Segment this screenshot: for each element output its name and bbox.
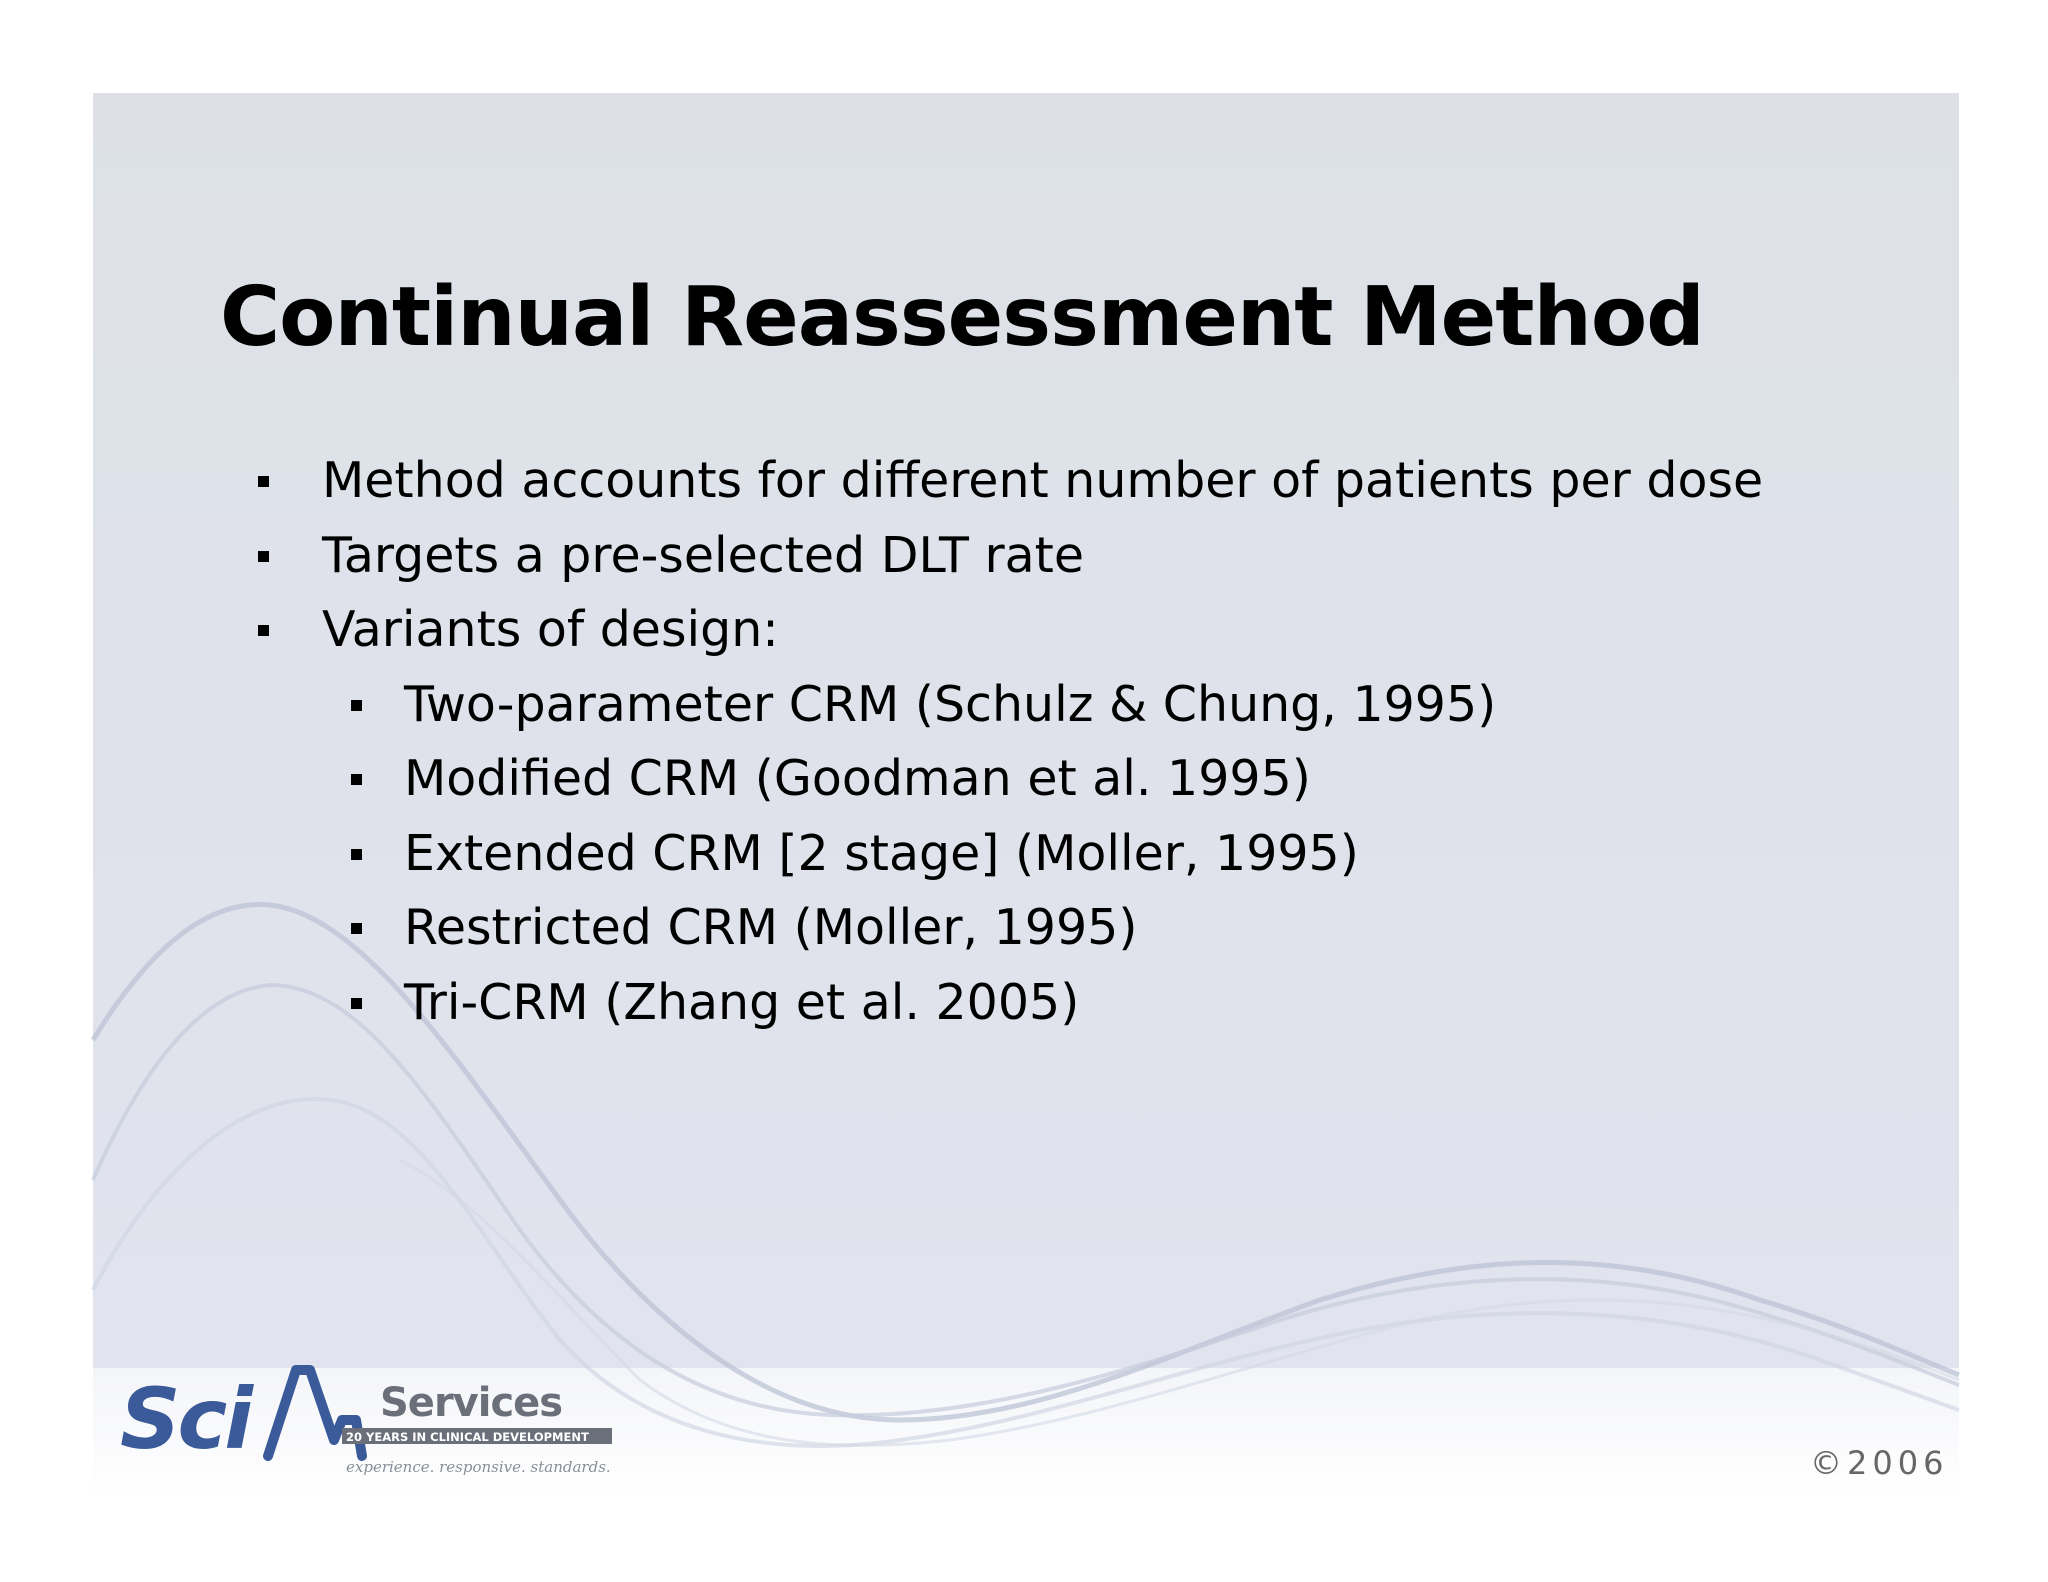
logo-banner-text: 20 YEARS IN CLINICAL DEVELOPMENT (346, 1430, 589, 1444)
square-bullet-icon (351, 774, 362, 785)
logo-sci-text: Sci (120, 1370, 251, 1468)
sub-bullet-text: Modified CRM (Goodman et al. 1995) (404, 750, 1311, 807)
bullet-text: Targets a pre-selected DLT rate (322, 526, 1085, 584)
square-bullet-icon (351, 700, 362, 711)
sub-bullet-text: Tri-CRM (Zhang et al. 2005) (404, 973, 1080, 1031)
sub-bullet-text: Two-parameter CRM (Schulz & Chung, 1995) (404, 675, 1497, 733)
logo-tagline-text: experience. responsive. standards. (346, 1458, 611, 1476)
square-bullet-icon (258, 625, 269, 636)
slide-title: Continual Reassessment Method (220, 270, 1704, 365)
logo-services-text: Services (380, 1380, 563, 1426)
square-bullet-icon (351, 849, 362, 860)
square-bullet-icon (258, 476, 269, 487)
square-bullet-icon (351, 998, 362, 1009)
square-bullet-icon (351, 923, 362, 934)
sciann-services-logo (120, 1348, 620, 1483)
bullet-text: Variants of design: (322, 601, 779, 658)
bullet-text: Method accounts for different number of patients per dose (322, 452, 1764, 509)
sub-bullet-text: Extended CRM [2 stage] (Moller, 1995) (404, 824, 1359, 882)
copyright-notice: ©2006 (1810, 1444, 1949, 1482)
square-bullet-icon (258, 551, 269, 562)
sub-bullet-text: Restricted CRM (Moller, 1995) (404, 899, 1138, 956)
